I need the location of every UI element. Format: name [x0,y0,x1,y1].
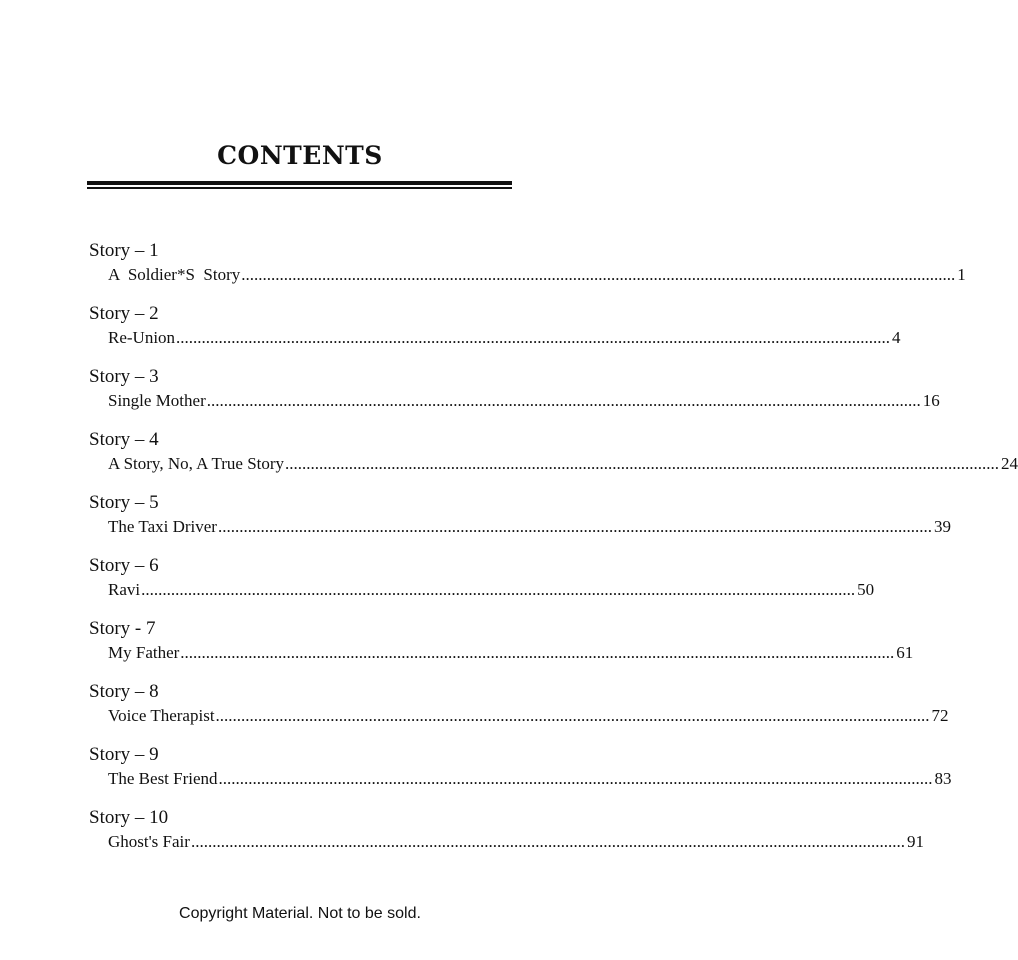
toc-line[interactable] [89,830,924,854]
toc-line[interactable] [89,515,951,539]
page-number: 83 [934,769,952,788]
story-heading: Story - 7 [89,618,156,639]
story-title: Re-Union [108,328,176,347]
page-number: 16 [922,391,940,410]
toc-entry [89,554,875,617]
toc-entry [89,743,952,806]
toc-entry [89,365,940,428]
page-number: 61 [896,643,914,662]
story-title: My Father [108,643,180,662]
toc-entry [89,617,914,680]
page-number: 4 [892,328,901,347]
dot-leader: ........................................................................................................................................................................ [215,706,930,725]
toc-entry [89,491,951,554]
dot-leader: ........................................................................................................................................................................ [285,454,1000,473]
story-title: A Soldier*S Story [108,265,241,284]
page-number: 39 [933,517,951,536]
toc-line[interactable] [89,263,966,287]
dot-leader: ........................................................................................................................................................................ [206,391,921,410]
toc-line[interactable] [89,326,901,350]
page-number: 50 [857,580,875,599]
page-number: 91 [906,832,924,851]
toc-entry [89,239,966,302]
page-number: 24 [1001,454,1018,473]
toc-line[interactable] [89,389,940,413]
page-title: CONTENTS [217,141,383,170]
toc-entry [89,806,924,869]
toc-entry [89,680,949,743]
toc-line[interactable] [89,767,952,791]
dot-leader: ........................................................................................................................................................................ [190,832,905,851]
story-title: Voice Therapist [108,706,215,725]
table-of-contents [89,239,1018,869]
toc-line[interactable] [89,641,914,665]
page-number: 72 [931,706,949,725]
dot-leader: ........................................................................................................................................................................ [217,517,932,536]
story-title: The Taxi Driver [108,517,217,536]
story-heading: Story – 8 [89,681,159,702]
copyright-footer: Copyright Material. Not to be sold. [179,905,421,922]
title-rule-thin [87,187,512,189]
toc-line[interactable] [89,452,1018,476]
story-title: Single Mother [108,391,206,410]
story-heading: Story – 4 [89,429,159,450]
story-heading: Story – 2 [89,303,159,324]
toc-entry [89,428,1018,491]
dot-leader: ........................................................................................................................................................................ [218,769,933,788]
story-title: Ravi [108,580,141,599]
title-rule-thick [87,181,512,185]
page-number: 1 [957,265,966,284]
dot-leader: ........................................................................................................................................................................ [141,580,856,599]
toc-line[interactable] [89,578,875,602]
story-heading: Story – 5 [89,492,159,513]
story-heading: Story – 9 [89,744,159,765]
story-heading: Story – 10 [89,807,169,828]
toc-line[interactable] [89,704,949,728]
story-heading: Story – 1 [89,240,159,261]
toc-entry [89,302,901,365]
dot-leader: ........................................................................................................................................................................ [180,643,895,662]
story-heading: Story – 6 [89,555,159,576]
story-title: A Story, No, A True Story [108,454,285,473]
story-heading: Story – 3 [89,366,159,387]
story-title: Ghost's Fair [108,832,190,851]
dot-leader: ........................................................................................................................................................................ [241,265,956,284]
story-title: The Best Friend [108,769,218,788]
dot-leader: ........................................................................................................................................................................ [176,328,891,347]
